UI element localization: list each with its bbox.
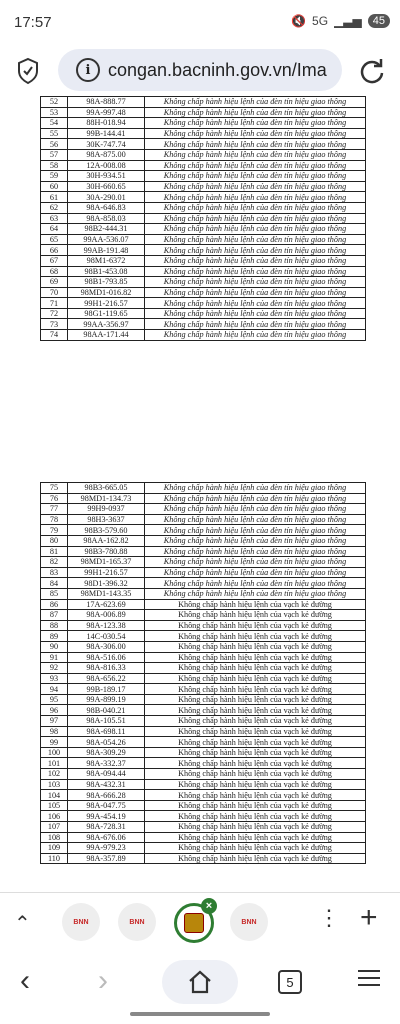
plate-number: 98MD1-165.37: [68, 557, 145, 568]
document-viewer[interactable]: [0, 97, 400, 892]
violation: Không chấp hành hiệu lệnh của đèn tín hiệu giao thông: [145, 277, 366, 288]
table-row: [41, 139, 366, 150]
violations-table-1: [40, 96, 366, 341]
plate-number: 98AA-171.44: [68, 330, 145, 341]
tab-3-active[interactable]: [174, 900, 214, 943]
violation: Không chấp hành hiệu lệnh của vạch kẻ đường: [145, 853, 366, 864]
violation: Không chấp hành hiệu lệnh của vạch kẻ đường: [145, 663, 366, 674]
back-icon[interactable]: ‹: [20, 964, 30, 997]
plate-number: 14C-030.54: [68, 631, 145, 642]
signal-icon: ▁▃▅: [334, 14, 362, 28]
new-tab-icon[interactable]: +: [360, 901, 378, 934]
row-number: 85: [41, 588, 68, 599]
violation: Không chấp hành hiệu lệnh của đèn tín hiệu giao thông: [145, 504, 366, 515]
plate-number: 98A-656.22: [68, 673, 145, 684]
table-row: [41, 578, 366, 589]
violation: Không chấp hành hiệu lệnh của đèn tín hiệu giao thông: [145, 319, 366, 330]
row-number: 60: [41, 181, 68, 192]
table-row: [41, 171, 366, 182]
row-number: 75: [41, 483, 68, 494]
table-row: [41, 610, 366, 621]
table-row: [41, 493, 366, 504]
table-row: [41, 726, 366, 737]
table-row: [41, 705, 366, 716]
violation: Không chấp hành hiệu lệnh của vạch kẻ đường: [145, 705, 366, 716]
row-number: 102: [41, 769, 68, 780]
plate-number: 98A-875.00: [68, 149, 145, 160]
violation: Không chấp hành hiệu lệnh của đèn tín hiệu giao thông: [145, 255, 366, 266]
violation: Không chấp hành hiệu lệnh của vạch kẻ đường: [145, 684, 366, 695]
tab-strip: [0, 892, 400, 953]
violation: Không chấp hành hiệu lệnh của đèn tín hiệu giao thông: [145, 578, 366, 589]
plate-number: 30H-934.51: [68, 171, 145, 182]
table-row: [41, 599, 366, 610]
row-number: 74: [41, 330, 68, 341]
shield-icon[interactable]: [16, 57, 40, 85]
plate-number: 98A-105.51: [68, 716, 145, 727]
violation: Không chấp hành hiệu lệnh của đèn tín hiệu giao thông: [145, 330, 366, 341]
row-number: 82: [41, 557, 68, 568]
tab-1[interactable]: [62, 903, 100, 941]
violation: Không chấp hành hiệu lệnh của đèn tín hiệu giao thông: [145, 107, 366, 118]
plate-number: 99H1-216.57: [68, 567, 145, 578]
table-row: [41, 758, 366, 769]
browser-toolbar: [0, 40, 400, 102]
table-row: [41, 652, 366, 663]
network-label: 5G: [312, 14, 329, 28]
plate-number: 98A-646.83: [68, 202, 145, 213]
plate-number: 99H9-0937: [68, 504, 145, 515]
plate-number: 98B3-780.88: [68, 546, 145, 557]
violation: Không chấp hành hiệu lệnh của đèn tín hiệu giao thông: [145, 298, 366, 309]
violation: Không chấp hành hiệu lệnh của vạch kẻ đường: [145, 726, 366, 737]
table-row: [41, 631, 366, 642]
violation: Không chấp hành hiệu lệnh của vạch kẻ đường: [145, 694, 366, 705]
row-number: 96: [41, 705, 68, 716]
row-number: 66: [41, 245, 68, 256]
violation: Không chấp hành hiệu lệnh của đèn tín hiệu giao thông: [145, 525, 366, 536]
table-row: [41, 843, 366, 854]
row-number: 55: [41, 128, 68, 139]
table-row: [41, 298, 366, 309]
violation: Không chấp hành hiệu lệnh của đèn tín hiệu giao thông: [145, 266, 366, 277]
table-row: [41, 832, 366, 843]
table-row: [41, 822, 366, 833]
plate-number: 98A-306.00: [68, 641, 145, 652]
table-row: [41, 811, 366, 822]
violation: Không chấp hành hiệu lệnh của vạch kẻ đường: [145, 747, 366, 758]
gesture-bar: [130, 1012, 270, 1016]
row-number: 103: [41, 779, 68, 790]
plate-number: 98A-858.03: [68, 213, 145, 224]
violation: Không chấp hành hiệu lệnh của vạch kẻ đường: [145, 790, 366, 801]
row-number: 84: [41, 578, 68, 589]
plate-number: 12A-008.08: [68, 160, 145, 171]
plate-number: 98A-054.26: [68, 737, 145, 748]
violation: Không chấp hành hiệu lệnh của vạch kẻ đường: [145, 779, 366, 790]
table-row: [41, 255, 366, 266]
site-favicon: [184, 913, 204, 933]
row-number: 97: [41, 716, 68, 727]
plate-number: 98B3-665.05: [68, 483, 145, 494]
table-row: [41, 769, 366, 780]
table-row: [41, 747, 366, 758]
violation: Không chấp hành hiệu lệnh của vạch kẻ đường: [145, 811, 366, 822]
table-row: [41, 224, 366, 235]
close-tab-icon[interactable]: ×: [201, 898, 217, 914]
plate-number: 99AA-536.07: [68, 234, 145, 245]
bottom-navigation: [0, 952, 400, 1024]
table-row: [41, 107, 366, 118]
plate-number: 98A-432.31: [68, 779, 145, 790]
violation: Không chấp hành hiệu lệnh của đèn tín hiệu giao thông: [145, 128, 366, 139]
table-row: [41, 514, 366, 525]
table-row: [41, 213, 366, 224]
row-number: 88: [41, 620, 68, 631]
row-number: 52: [41, 97, 68, 108]
plate-number: 98AA-162.82: [68, 535, 145, 546]
violation: Không chấp hành hiệu lệnh của vạch kẻ đường: [145, 822, 366, 833]
violation: Không chấp hành hiệu lệnh của đèn tín hiệu giao thông: [145, 493, 366, 504]
row-number: 94: [41, 684, 68, 695]
row-number: 105: [41, 800, 68, 811]
table-row: [41, 673, 366, 684]
violation: Không chấp hành hiệu lệnh của đèn tín hiệu giao thông: [145, 149, 366, 160]
plate-number: 30A-290.01: [68, 192, 145, 203]
plate-number: 98A-516.06: [68, 652, 145, 663]
plate-number: 98A-698.11: [68, 726, 145, 737]
row-number: 104: [41, 790, 68, 801]
row-number: 57: [41, 149, 68, 160]
violation: Không chấp hành hiệu lệnh của vạch kẻ đường: [145, 652, 366, 663]
plate-number: 98A-047.75: [68, 800, 145, 811]
plate-number: 99A-997.48: [68, 107, 145, 118]
plate-number: 99A-979.23: [68, 843, 145, 854]
forward-icon[interactable]: ›: [98, 964, 108, 997]
row-number: 109: [41, 843, 68, 854]
table-row: [41, 128, 366, 139]
table-row: [41, 504, 366, 515]
table-row: [41, 557, 366, 568]
table-row: [41, 202, 366, 213]
plate-number: 98A-888.77: [68, 97, 145, 108]
plate-number: 99B-144.41: [68, 128, 145, 139]
row-number: 62: [41, 202, 68, 213]
plate-number: 98A-728.31: [68, 822, 145, 833]
table-row: [41, 694, 366, 705]
plate-number: 98A-006.89: [68, 610, 145, 621]
plate-number: 99A-899.19: [68, 694, 145, 705]
violation: Không chấp hành hiệu lệnh của đèn tín hiệu giao thông: [145, 535, 366, 546]
table-row: [41, 620, 366, 631]
table-row: [41, 800, 366, 811]
plate-number: 98MD1-143.35: [68, 588, 145, 599]
violation: Không chấp hành hiệu lệnh của đèn tín hiệu giao thông: [145, 160, 366, 171]
row-number: 87: [41, 610, 68, 621]
row-number: 83: [41, 567, 68, 578]
violation: Không chấp hành hiệu lệnh của đèn tín hiệu giao thông: [145, 308, 366, 319]
tab-2-label: BNN: [129, 918, 145, 926]
row-number: 81: [41, 546, 68, 557]
violation: Không chấp hành hiệu lệnh của vạch kẻ đường: [145, 610, 366, 621]
row-number: 68: [41, 266, 68, 277]
menu-icon[interactable]: [358, 970, 380, 991]
table-row: [41, 588, 366, 599]
violation: Không chấp hành hiệu lệnh của vạch kẻ đường: [145, 641, 366, 652]
home-button[interactable]: [162, 960, 238, 1004]
reload-icon[interactable]: [358, 57, 386, 85]
table-row: [41, 192, 366, 203]
table-row: [41, 716, 366, 727]
table-row: [41, 525, 366, 536]
violation: Không chấp hành hiệu lệnh của đèn tín hiệu giao thông: [145, 245, 366, 256]
table-row: [41, 97, 366, 108]
plate-number: 98MD1-134.73: [68, 493, 145, 504]
table-row: [41, 546, 366, 557]
chevron-up-icon[interactable]: ⌃: [14, 913, 31, 935]
violation: Không chấp hành hiệu lệnh của vạch kẻ đường: [145, 800, 366, 811]
table-row: [41, 567, 366, 578]
row-number: 90: [41, 641, 68, 652]
plate-number: 98MD1-016.82: [68, 287, 145, 298]
violation: Không chấp hành hiệu lệnh của đèn tín hiệu giao thông: [145, 287, 366, 298]
table-row: [41, 118, 366, 129]
row-number: 53: [41, 107, 68, 118]
row-number: 73: [41, 319, 68, 330]
table-row: [41, 330, 366, 341]
row-number: 61: [41, 192, 68, 203]
table-row: [41, 234, 366, 245]
violation: Không chấp hành hiệu lệnh của đèn tín hiệu giao thông: [145, 192, 366, 203]
row-number: 110: [41, 853, 68, 864]
plate-number: 98A-094.44: [68, 769, 145, 780]
row-number: 67: [41, 255, 68, 266]
violation: Không chấp hành hiệu lệnh của vạch kẻ đường: [145, 758, 366, 769]
plate-number: 98A-357.89: [68, 853, 145, 864]
plate-number: 99B-189.17: [68, 684, 145, 695]
row-number: 108: [41, 832, 68, 843]
table-row: [41, 641, 366, 652]
home-icon: [187, 970, 213, 994]
table-row: [41, 266, 366, 277]
plate-number: 98A-676.06: [68, 832, 145, 843]
violation: Không chấp hành hiệu lệnh của vạch kẻ đường: [145, 620, 366, 631]
row-number: 63: [41, 213, 68, 224]
plate-number: 17A-623.69: [68, 599, 145, 610]
address-bar[interactable]: [58, 49, 342, 91]
row-number: 100: [41, 747, 68, 758]
plate-number: 98A-309.29: [68, 747, 145, 758]
row-number: 70: [41, 287, 68, 298]
plate-number: 99AB-191.48: [68, 245, 145, 256]
violation: Không chấp hành hiệu lệnh của đèn tín hiệu giao thông: [145, 118, 366, 129]
plate-number: 99H1-216.57: [68, 298, 145, 309]
plate-number: 98B-040.21: [68, 705, 145, 716]
violation: Không chấp hành hiệu lệnh của đèn tín hiệu giao thông: [145, 97, 366, 108]
table-row: [41, 319, 366, 330]
row-number: 71: [41, 298, 68, 309]
violation: Không chấp hành hiệu lệnh của đèn tín hiệu giao thông: [145, 171, 366, 182]
plate-number: 98H3-3637: [68, 514, 145, 525]
table-row: [41, 737, 366, 748]
violation: Không chấp hành hiệu lệnh của vạch kẻ đường: [145, 843, 366, 854]
violation: Không chấp hành hiệu lệnh của vạch kẻ đường: [145, 716, 366, 727]
table-row: [41, 663, 366, 674]
more-icon[interactable]: ⋮: [318, 905, 340, 930]
violations-table-2: [40, 482, 366, 864]
violation: Không chấp hành hiệu lệnh của đèn tín hiệu giao thông: [145, 546, 366, 557]
row-number: 107: [41, 822, 68, 833]
row-number: 86: [41, 599, 68, 610]
row-number: 106: [41, 811, 68, 822]
row-number: 58: [41, 160, 68, 171]
plate-number: 98B1-793.85: [68, 277, 145, 288]
url-text[interactable]: congan.bacninh.gov.vn/Ima: [108, 59, 327, 80]
tab-4[interactable]: [230, 903, 268, 941]
table-row: [41, 181, 366, 192]
plate-number: 98M1-6372: [68, 255, 145, 266]
table-row: [41, 149, 366, 160]
table-row: [41, 684, 366, 695]
row-number: 89: [41, 631, 68, 642]
row-number: 79: [41, 525, 68, 536]
row-number: 77: [41, 504, 68, 515]
plate-number: 99AA-356.97: [68, 319, 145, 330]
system-icons: [291, 14, 390, 28]
row-number: 56: [41, 139, 68, 150]
row-number: 98: [41, 726, 68, 737]
row-number: 92: [41, 663, 68, 674]
plate-number: 98A-816.33: [68, 663, 145, 674]
row-number: 80: [41, 535, 68, 546]
row-number: 65: [41, 234, 68, 245]
plate-number: 30K-747.74: [68, 139, 145, 150]
violation: Không chấp hành hiệu lệnh của đèn tín hiệu giao thông: [145, 514, 366, 525]
table-row: [41, 245, 366, 256]
row-number: 78: [41, 514, 68, 525]
table-row: [41, 779, 366, 790]
violation: Không chấp hành hiệu lệnh của vạch kẻ đường: [145, 832, 366, 843]
plate-number: 98A-123.38: [68, 620, 145, 631]
violation: Không chấp hành hiệu lệnh của đèn tín hiệu giao thông: [145, 224, 366, 235]
plate-number: 98A-332.37: [68, 758, 145, 769]
violation: Không chấp hành hiệu lệnh của đèn tín hiệu giao thông: [145, 234, 366, 245]
row-number: 59: [41, 171, 68, 182]
table-row: [41, 483, 366, 494]
plate-number: 98B3-579.60: [68, 525, 145, 536]
plate-number: 98D1-396.32: [68, 578, 145, 589]
row-number: 95: [41, 694, 68, 705]
battery-badge: 45: [368, 14, 390, 28]
plate-number: 98B2-444.31: [68, 224, 145, 235]
plate-number: 98A-666.28: [68, 790, 145, 801]
clock: 17:57: [14, 14, 52, 31]
violation: Không chấp hành hiệu lệnh của đèn tín hiệu giao thông: [145, 557, 366, 568]
tab-switcher-button[interactable]: 5: [278, 970, 302, 994]
tab-4-label: BNN: [241, 918, 257, 926]
table-row: [41, 853, 366, 864]
table-row: [41, 790, 366, 801]
table-row: [41, 308, 366, 319]
violation: Không chấp hành hiệu lệnh của đèn tín hiệu giao thông: [145, 588, 366, 599]
row-number: 64: [41, 224, 68, 235]
violation: Không chấp hành hiệu lệnh của đèn tín hiệu giao thông: [145, 567, 366, 578]
violation: Không chấp hành hiệu lệnh của đèn tín hiệu giao thông: [145, 213, 366, 224]
row-number: 91: [41, 652, 68, 663]
violation: Không chấp hành hiệu lệnh của vạch kẻ đường: [145, 737, 366, 748]
violation: Không chấp hành hiệu lệnh của vạch kẻ đường: [145, 769, 366, 780]
table-row: [41, 535, 366, 546]
violation: Không chấp hành hiệu lệnh của vạch kẻ đường: [145, 673, 366, 684]
row-number: 76: [41, 493, 68, 504]
row-number: 72: [41, 308, 68, 319]
mute-icon: 🔇: [291, 14, 307, 28]
tab-1-label: BNN: [73, 918, 89, 926]
plate-number: 98G1-119.65: [68, 308, 145, 319]
violation: Không chấp hành hiệu lệnh của vạch kẻ đường: [145, 631, 366, 642]
violation: Không chấp hành hiệu lệnh của đèn tín hiệu giao thông: [145, 202, 366, 213]
row-number: 69: [41, 277, 68, 288]
plate-number: 30H-660.65: [68, 181, 145, 192]
tab-2[interactable]: [118, 903, 156, 941]
violation: Không chấp hành hiệu lệnh của đèn tín hiệu giao thông: [145, 483, 366, 494]
violation: Không chấp hành hiệu lệnh của đèn tín hiệu giao thông: [145, 181, 366, 192]
table-row: [41, 277, 366, 288]
plate-number: 88H-018.94: [68, 118, 145, 129]
row-number: 101: [41, 758, 68, 769]
table-row: [41, 287, 366, 298]
table-row: [41, 160, 366, 171]
plate-number: 98B1-453.08: [68, 266, 145, 277]
violation: Không chấp hành hiệu lệnh của vạch kẻ đường: [145, 599, 366, 610]
row-number: 93: [41, 673, 68, 684]
info-icon[interactable]: i: [76, 58, 100, 82]
row-number: 99: [41, 737, 68, 748]
violation: Không chấp hành hiệu lệnh của đèn tín hiệu giao thông: [145, 139, 366, 150]
row-number: 54: [41, 118, 68, 129]
plate-number: 99A-454.19: [68, 811, 145, 822]
status-bar: [0, 0, 400, 40]
